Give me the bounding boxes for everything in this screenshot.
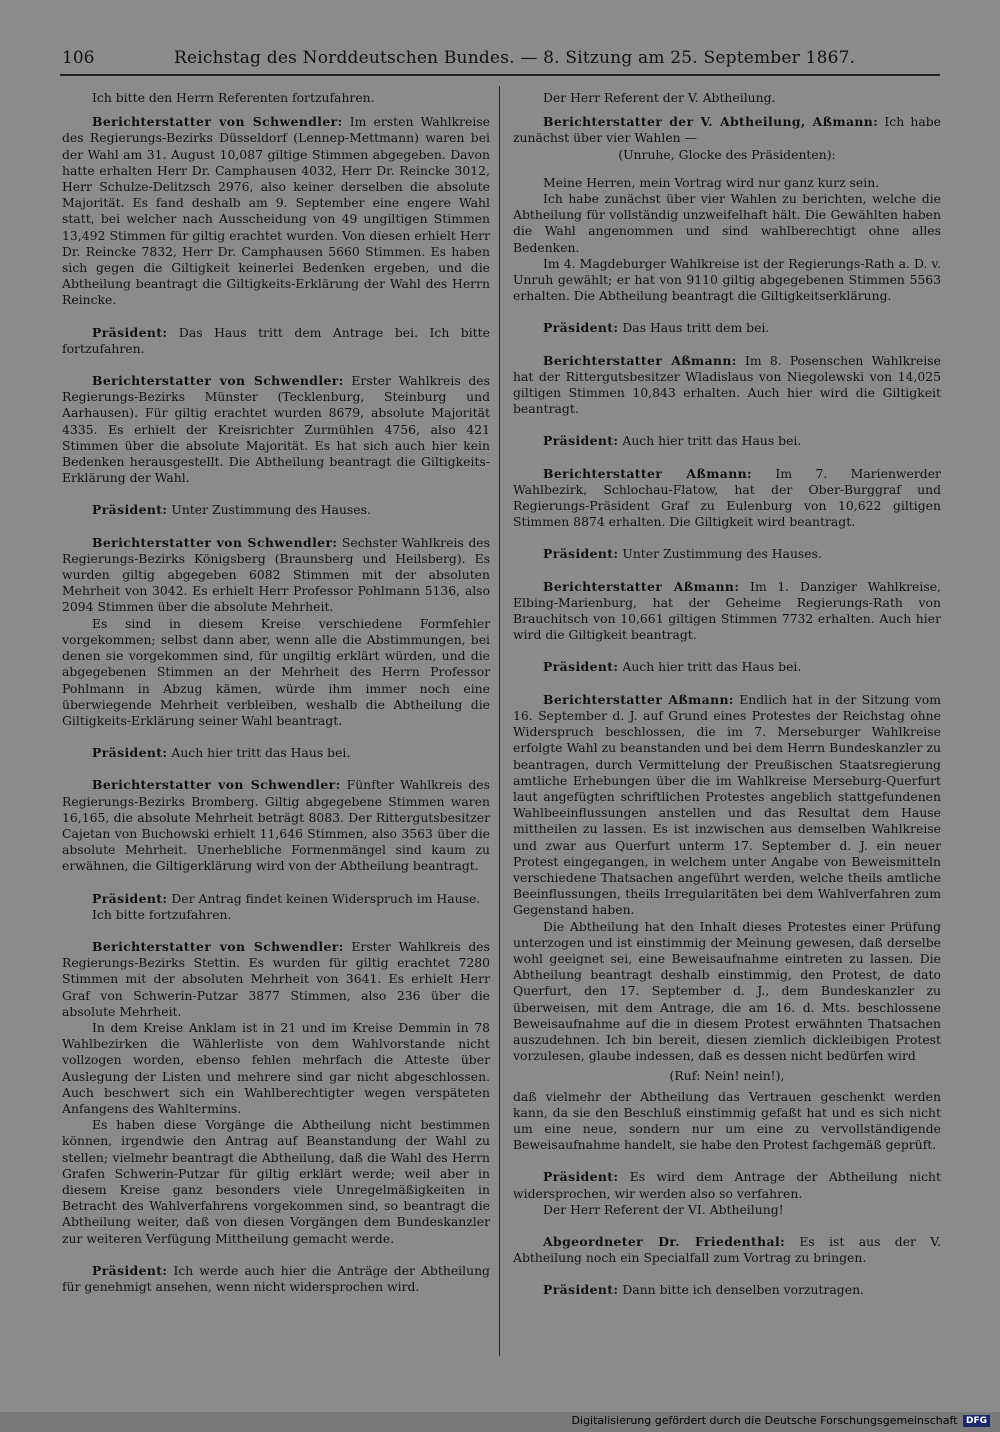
paragraph: Berichterstatter von Schwendler: Fünfter Wahlkreis des Regierungs-Bezirks Bromberg. Giltig abgegebene Stimmen waren 16,165, die absolute Mehrheit beträgt 8083. Der Rittergutsbesitzer Cajetan von Buchowski erhielt 11,646 Stimmen, also 3563 über die absolute Mehrheit. Unerhebliche Formenmängel sind kaum zu erwähnen, die Giltigerklärung wird von der Abtheilung beantragt.	[62, 777, 490, 874]
paragraph: Ich bitte den Herrn Referenten fortzufahren.	[92, 90, 375, 105]
paragraph: Berichterstatter der V. Abtheilung, Aßmann: Ich habe zunächst über vier Wahlen —	[513, 114, 941, 146]
paragraph: Die Abtheilung hat den Inhalt dieses Protestes einer Prüfung unterzogen und ist einstimmig der Meinung gewesen, daß derselbe wohl geeignet sei, eine Beweisaufnahme eintreten zu lassen. Die Abtheilung beantragt deshalb einstimmig, den Protest, de dato Querfurt, den 17. September d. J., dem Bundeskanzler zu überweisen, mit dem Antrage, die am 16. d. Mts. beschlossene Beweisaufnahme auf die in diesem Protest erwähnten Thatsachen auszudehnen. Ich bin bereit, diesen ziemlich dickleibigen Protest vorzulesen, glaube indessen, daß es dessen nicht bedürfen wird	[513, 918, 941, 1064]
paragraph: Es haben diese Vorgänge die Abtheilung nicht bestimmen können, irgendwie den Antrag auf Beanstandung der Wahl zu stellen; vielmehr beantragt die Abtheilung, daß die Wahl des Herrn Grafen Schwerin-Putzar für giltig erklärt werde; weil aber in diesem Kreise ganz besonders viele Unregelmäßigkeiten in Betracht des Wahlverfahrens vorgekommen sind, so beantragt die Abtheilung weiter, daß von diesen Vorgängen dem Bundeskanzler zur weiteren Verfügung Mittheilung gemacht werde.	[62, 1117, 490, 1246]
paragraph: Präsident: Auch hier tritt das Haus bei.	[543, 659, 802, 675]
paragraph: Es sind in diesem Kreise verschiedene Formfehler vorgekommen; selbst dann aber, wenn alle die Abstimmungen, bei denen sie vorgekommen sind, für ungiltig erklärt würden, und die abgegebenen Stimmen an der Mehrheit des Herrn Professor Pohlmann in Abzug kämen, würde ihm immer noch eine überwiegende Mehrheit verbleiben, weshalb die Abtheilung die Giltigkeits-Erklärung seiner Wahl beantragt.	[62, 615, 490, 728]
left-column	[62, 90, 490, 1311]
running-title: Reichstag des Norddeutschen Bundes. — 8. Sitzung am 25. September 1867.	[174, 48, 856, 68]
paragraph: Präsident: Der Antrag findet keinen Widerspruch im Hause.	[92, 890, 481, 906]
paragraph: Präsident: Dann bitte ich denselben vorzutragen.	[543, 1282, 864, 1298]
paragraph: Berichterstatter von Schwendler: Erster Wahlkreis des Regierungs-Bezirks Stettin. Es wurden für giltig erachtet 7280 Stimmen mit der absoluten Mehrheit von 3641. Es erhielt Herr Graf von Schwerin-Putzar 3877 Stimmen, also 236 über die absolute Mehrheit.	[62, 938, 490, 1019]
paragraph: Ich habe zunächst über vier Wahlen zu berichten, welche die Abtheilung für vollständig unzweifelhaft hält. Die Gewählten haben die Wahl angenommen und sind wahlberechtigt ohne alles Bedenken.	[513, 191, 941, 255]
paragraph: Der Herr Referent der V. Abtheilung.	[543, 90, 776, 105]
page-header	[62, 46, 942, 70]
paragraph: Ich bitte fortzufahren.	[92, 906, 232, 922]
paragraph: daß vielmehr der Abtheilung das Vertrauen geschenkt werden kann, da sie den Beschluß einstimmig gefaßt hat und es sich nicht um eine neue, sondern nur um eine zu vervollständigende Beweisaufnahme handelt, sie habe den Protest fachgemäß geprüft.	[513, 1088, 941, 1153]
stage-direction: (Unruhe, Glocke des Präsidenten):	[618, 146, 836, 162]
paragraph: Berichterstatter von Schwendler: Erster Wahlkreis des Regierungs-Bezirks Münster (Tecklenburg, Steinburg und Aarhausen). Für giltig erachtet wurden 8679, absolute Majorität 4335. Es erhielt der Kreisrichter Zurmühlen 4756, also 421 Stimmen über die absolute Majorität. Es hat sich auch hier kein Bedenken herausgestellt. Die Abtheilung beantragt die Giltigkeits-Erklärung der Wahl.	[62, 373, 490, 486]
paragraph: Präsident: Das Haus tritt dem Antrage bei. Ich bitte fortzufahren.	[62, 324, 490, 356]
paragraph: Präsident: Auch hier tritt das Haus bei.	[92, 745, 351, 761]
paragraph: Präsident: Das Haus tritt dem bei.	[543, 320, 770, 336]
stage-direction: (Ruf: Nein! nein!),	[669, 1068, 785, 1084]
paragraph: In dem Kreise Anklam ist in 21 und im Kreise Demmin in 78 Wahlbezirken die Wählerliste von dem Wahlvorstande nicht vollzogen worden, ebenso fehlen mehrfach die Atteste über Auslegung der Listen und mehrere sind gar nicht abgeschlossen. Auch beschwert sich ein Wahlberechtigter wegen verspäteten Anfangens des Wahltermins.	[62, 1019, 490, 1116]
paragraph: Präsident: Es wird dem Antrage der Abtheilung nicht widersprochen, wir werden also so verfahren.	[513, 1169, 941, 1201]
paragraph: Meine Herren, mein Vortrag wird nur ganz kurz sein.	[543, 174, 880, 190]
paragraph: Berichterstatter Aßmann: Im 7. Marienwerder Wahlbezirk, Schlochau-Flatow, hat der Ober-Burggraf und Regierungs-Präsident Graf zu Eulenburg von 10,622 giltigen Stimmen 8874 erhalten. Die Giltigkeit wird beantragt.	[513, 465, 941, 530]
header-rule	[60, 74, 940, 76]
paragraph: Berichterstatter Aßmann: Im 1. Danziger Wahlkreise, Elbing-Marienburg, hat der Geheime Regierungs-Rath von Brauchitsch von 10,661 giltigen Stimmen 7732 erhalten. Auch hier wird die Giltigkeit beantragt.	[513, 578, 941, 643]
paragraph: Präsident: Ich werde auch hier die Anträge der Abtheilung für genehmigt ansehen, wenn nicht widersprochen wird.	[62, 1262, 490, 1294]
right-column	[513, 90, 941, 1315]
paragraph: Berichterstatter von Schwendler: Sechster Wahlkreis des Regierungs-Bezirks Königsberg (Braunsberg und Heilsberg). Es wurden giltig abgegeben 6082 Stimmen mit der absoluten Mehrheit von 3042. Es erhielt Herr Professor Pohlmann 5136, also 2094 Stimmen über die absolute Mehrheit.	[62, 534, 490, 615]
paragraph: Im 4. Magdeburger Wahlkreise ist der Regierungs-Rath a. D. v. Unruh gewählt; er hat von 9110 giltig abgegebenen Stimmen 5563 erhalten. Die Abtheilung beantragt die Giltigkeitserklärung.	[513, 255, 941, 304]
paragraph: Präsident: Unter Zustimmung des Hauses.	[92, 502, 371, 518]
page-number: 106	[62, 48, 95, 68]
dfg-credit	[572, 1413, 990, 1429]
column-divider	[499, 86, 500, 1356]
paragraph: Berichterstatter Aßmann: Endlich hat in der Sitzung vom 16. September d. J. auf Grund eines Protestes der Reichstag ohne Widerspruch beschlossen, die im 7. Merseburger Wahlkreise erfolgte Wahl zu beanstanden und bei dem Herrn Bundeskanzler zu beantragen, durch Vermittelung der Preußischen Staatsregierung amtliche Erhebungen über die im Wahlkreise Merseburg-Querfurt laut angefügten schriftlichen Protestes angeblich stattgefundenen Wahlbeeinflussungen anstellen und das Resultat dem Hause mittheilen zu lassen. Es ist inzwischen aus demselben Wahlkreise und zwar aus Querfurt unterm 17. September d. J. ein neuer Protest eingegangen, in welchem unter Angabe von Beweismitteln verschiedene Thatsachen angeführt werden, welche theils amtliche Beeinflussungen, theils Irregularitäten bei dem Wahlverfahren zum Gegenstand haben.	[513, 691, 941, 918]
paragraph: Berichterstatter Aßmann: Im 8. Posenschen Wahlkreise hat der Rittergutsbesitzer Wladislaus von Niegolewski von 14,025 giltigen Stimmen 10,843 erhalten. Auch hier wird die Giltigkeit beantragt.	[513, 352, 941, 417]
dfg-logo: DFG	[963, 1415, 990, 1427]
credit-text: Digitalisierung gefördert durch die Deutsche Forschungsgemeinschaft	[571, 1414, 958, 1427]
paragraph: Präsident: Unter Zustimmung des Hauses.	[543, 546, 822, 562]
paragraph: Der Herr Referent der VI. Abtheilung!	[543, 1201, 784, 1217]
paragraph: Abgeordneter Dr. Friedenthal: Es ist aus der V. Abtheilung noch ein Specialfall zum Vortrag zu bringen.	[513, 1233, 941, 1266]
paragraph: Berichterstatter von Schwendler: Im ersten Wahlkreise des Regierungs-Bezirks Düsseldorf (Lennep-Mettmann) waren bei der Wahl am 31. August 10,087 giltige Stimmen abgegeben. Davon hatte erhalten Herr Dr. Camphausen 4032, Herr Dr. Reincke 3012, Herr Schulze-Delitzsch 2976, also keiner derselben die absolute Majorität. Es fand deshalb am 9. September eine engere Wahl statt, bei welcher nach Ausscheidung von 49 ungiltigen Stimmen 13,492 Stimmen für giltig erachtet wurden. Von diesen erhielt Herr Dr. Reincke 7832, Herr Dr. Camphausen 5660 Stimmen. Es haben sich gegen die Giltigkeit keinerlei Bedenken ergeben, und die Abtheilung beantragt die Giltigkeits-Erklärung der Wahl des Herrn Reincke.	[62, 114, 490, 308]
paragraph: Präsident: Auch hier tritt das Haus bei.	[543, 433, 802, 449]
